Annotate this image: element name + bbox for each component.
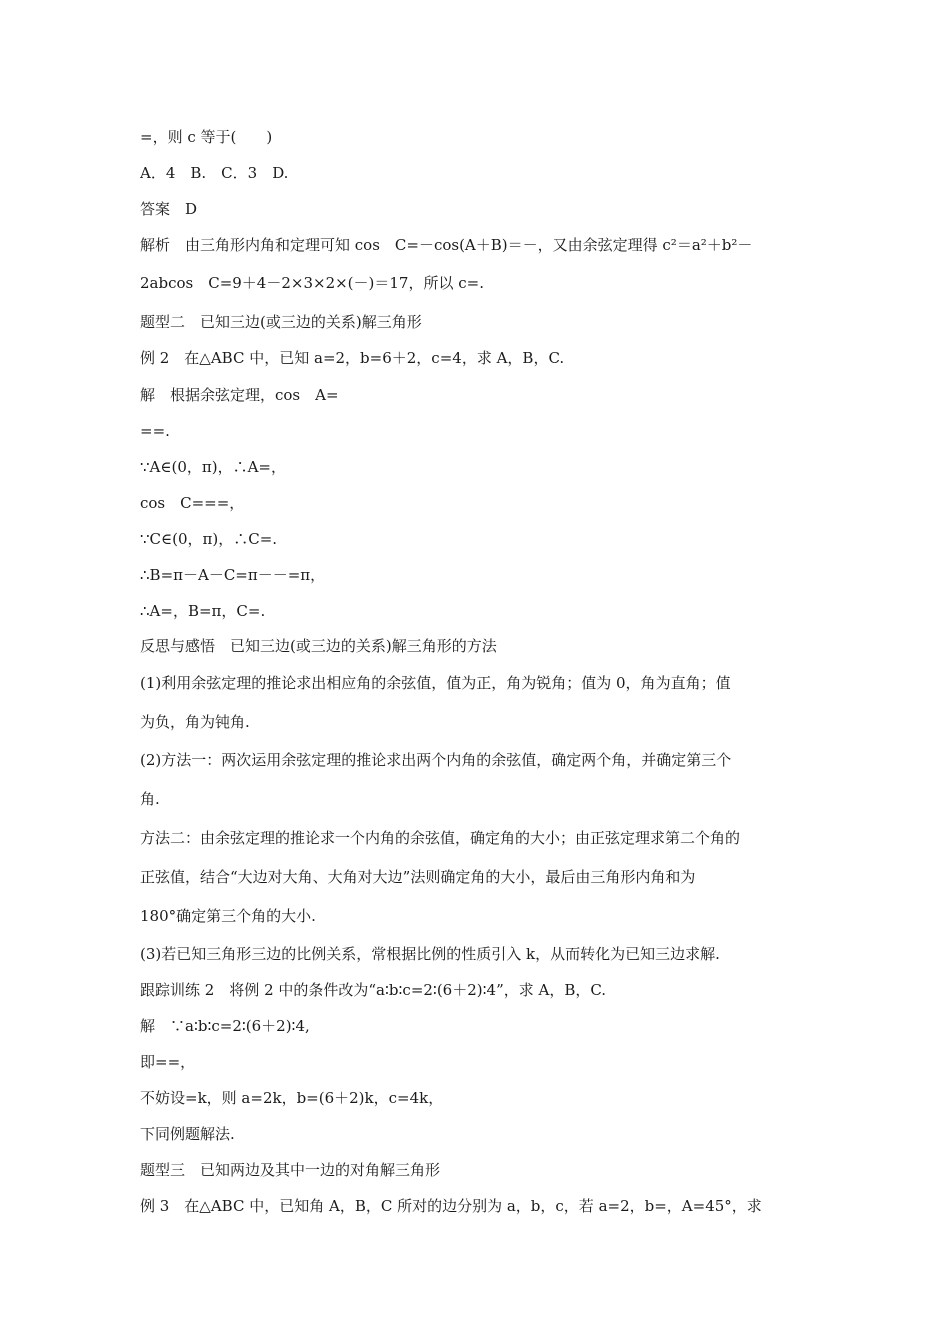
analysis-line-2: 2abcos C=9＋4－2×3×2×(－)＝17，所以 c=. <box>140 274 484 292</box>
practice-solution-1: 解 ∵a∶b∶c=2∶(6＋2)∶4, <box>140 1017 310 1035</box>
reflection-point-1a: (1)利用余弦定理的推论求出相应角的余弦值，值为正，角为锐角；值为 0，角为直角；值 <box>140 674 731 692</box>
solution-line-7: ∴A=，B=π，C=. <box>140 602 266 620</box>
reflection-method-2b: 正弦值，结合“大边对大角、大角对大边”法则确定角的大小，最后由三角形内角和为 <box>140 868 696 886</box>
solution-line-3: ∵A∈(0，π)，∴A=， <box>140 458 286 476</box>
answer-line: 答案 D <box>140 200 198 218</box>
practice-solution-4: 下同例题解法. <box>140 1125 235 1143</box>
reflection-point-2a: (2)方法一：两次运用余弦定理的推论求出两个内角的余弦值，确定两个角，并确定第三个 <box>140 751 732 769</box>
solution-line-2: ==. <box>140 422 170 440</box>
text-line-2: A．4 B. C．3 D. <box>140 164 289 182</box>
reflection-point-2b: 角. <box>140 790 160 808</box>
section-heading-type-2: 题型二 已知三边(或三边的关系)解三角形 <box>140 313 422 331</box>
example-2: 例 2 在△ABC 中，已知 a=2，b=6＋2，c=4，求 A，B，C. <box>140 349 565 367</box>
solution-line-5: ∵C∈(0，π)，∴C=. <box>140 530 278 548</box>
section-heading-type-3: 题型三 已知两边及其中一边的对角解三角形 <box>140 1161 441 1179</box>
reflection-heading: 反思与感悟 已知三边(或三边的关系)解三角形的方法 <box>140 637 497 655</box>
practice-solution-2: 即==， <box>140 1053 196 1071</box>
solution-line-4: cos C===， <box>140 494 245 512</box>
analysis-line-1: 解析 由三角形内角和定理可知 cos C=－cos(A＋B)＝－，又由余弦定理得 c²＝a²＋b²－ <box>140 236 753 254</box>
practice-2: 跟踪训练 2 将例 2 中的条件改为“a∶b∶c=2∶(6＋2)∶4”，求 A，B，C. <box>140 981 607 999</box>
reflection-method-2a: 方法二：由余弦定理的推论求一个内角的余弦值，确定角的大小；由正弦定理求第二个角的 <box>140 829 741 847</box>
text-line-1: =，则 c 等于( ) <box>140 128 273 146</box>
example-3: 例 3 在△ABC 中，已知角 A，B，C 所对的边分别为 a，b，c，若 a=2，b=，A=45°，求 <box>140 1197 762 1215</box>
practice-solution-3: 不妨设=k，则 a=2k，b=(6＋2)k，c=4k， <box>140 1089 444 1107</box>
reflection-point-1b: 为负，角为钝角. <box>140 713 250 731</box>
solution-line-6: ∴B=π－A－C=π－－=π， <box>140 566 326 584</box>
reflection-method-2c: 180°确定第三个角的大小. <box>140 907 316 925</box>
solution-line-1: 解 根据余弦定理，cos A= <box>140 386 339 404</box>
reflection-point-3: (3)若已知三角形三边的比例关系，常根据比例的性质引入 k，从而转化为已知三边求解. <box>140 945 720 963</box>
